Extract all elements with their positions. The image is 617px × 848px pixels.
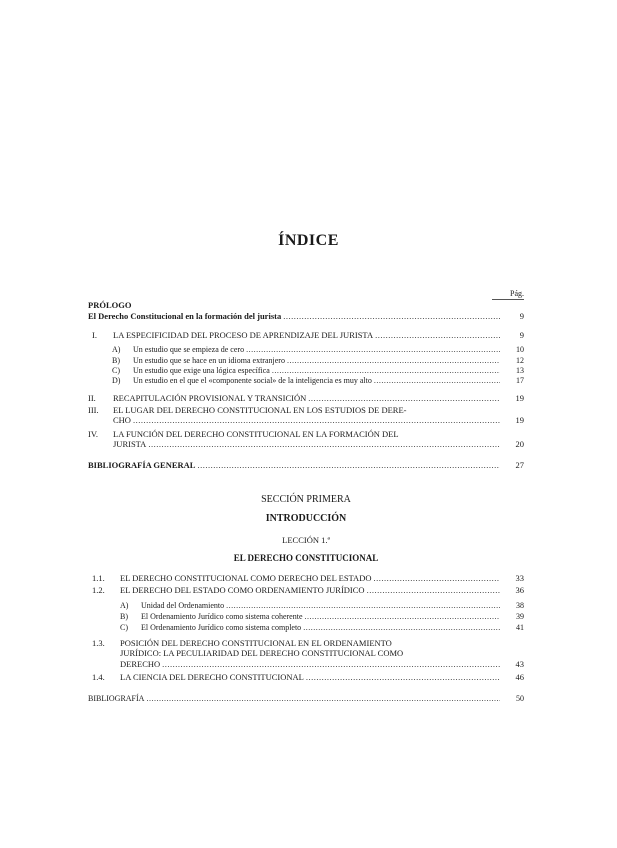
toc-entry-number: 1.4.: [92, 672, 105, 682]
dot-leader: [146, 694, 500, 704]
dot-leader: [226, 601, 500, 611]
toc-entry-number: IV.: [88, 429, 98, 439]
dot-leader: [374, 376, 500, 386]
dot-leader: [162, 659, 500, 669]
section-title: INTRODUCCIÓN: [265, 513, 347, 524]
toc-entry-text: DERECHO: [120, 659, 161, 669]
toc-entry-text: BIBLIOGRAFÍA GENERAL: [88, 460, 196, 470]
toc-entry-first-line: [88, 405, 406, 415]
toc-entry-text: LA CIENCIA DEL DERECHO CONSTITUCIONAL: [120, 672, 304, 682]
toc-entry-page: 41: [516, 623, 524, 632]
toc-entry-number: A): [112, 345, 121, 354]
toc-entry-page: 13: [516, 366, 524, 375]
dot-leader: [375, 330, 500, 340]
dot-leader: [308, 393, 500, 403]
toc-entry-first-line: [92, 638, 392, 648]
dot-leader: [246, 345, 500, 355]
toc-entry[interactable]: [113, 415, 524, 425]
toc-subentry[interactable]: [112, 376, 524, 386]
toc-entry-page: 33: [515, 573, 524, 583]
toc-subentry[interactable]: [120, 601, 524, 611]
dot-leader: [272, 366, 500, 376]
toc-entry-text: RECAPITULACIÓN PROVISIONAL Y TRANSICIÓN: [113, 393, 307, 403]
toc-entry-bibliografia[interactable]: [88, 694, 524, 704]
toc-entry-text: LA FUNCIÓN DEL DERECHO CONSTITUCIONAL EN LA FORMACIÓN DEL: [113, 429, 399, 439]
toc-subentry[interactable]: [112, 345, 524, 355]
toc-entry[interactable]: [92, 672, 524, 682]
toc-entry-text: Un estudio que se hace en un idioma extranjero: [133, 356, 285, 365]
toc-entry-text: POSICIÓN DEL DERECHO CONSTITUCIONAL EN EL ORDENAMIENTO: [120, 638, 392, 648]
toc-entry-number: II.: [88, 393, 96, 403]
toc-entry-page: 27: [515, 460, 524, 470]
toc-entry-number: 1.1.: [92, 573, 105, 583]
toc-subentry[interactable]: [120, 612, 524, 622]
toc-entry-prologo[interactable]: [88, 311, 524, 321]
toc-entry-page: 10: [516, 345, 524, 354]
toc-entry[interactable]: [120, 659, 524, 669]
toc-entry-page: 19: [515, 393, 524, 403]
toc-entry-page: 36: [515, 585, 524, 595]
toc-entry-page: 9: [519, 311, 524, 321]
toc-entry-page: 39: [516, 612, 524, 621]
dot-leader: [303, 623, 500, 633]
toc-entry-number: A): [120, 601, 129, 610]
toc-entry-first-line: [88, 429, 399, 439]
toc-entry-text: El Derecho Constitucional en la formación del jurista: [88, 311, 282, 321]
toc-entry-page: 9: [519, 330, 524, 340]
toc-entry-number: I.: [92, 330, 97, 340]
prologo-heading: PRÓLOGO: [88, 300, 132, 310]
toc-subentry[interactable]: [112, 366, 524, 376]
toc-entry-page: 43: [515, 659, 524, 669]
toc-entry-text: LA ESPECIFICIDAD DEL PROCESO DE APRENDIZAJE DEL JURISTA: [113, 330, 374, 340]
toc-entry-text: El Ordenamiento Jurídico como sistema coherente: [141, 612, 303, 621]
dot-leader: [305, 612, 500, 622]
toc-entry-text: EL DERECHO DEL ESTADO COMO ORDENAMIENTO JURÍDICO: [120, 585, 365, 595]
toc-entry[interactable]: [92, 585, 524, 595]
dot-leader: [306, 672, 500, 682]
lesson-label: LECCIÓN 1.ª: [282, 535, 330, 545]
toc-entry-number: 1.3.: [92, 638, 105, 648]
dot-leader: [197, 460, 500, 470]
toc-entry-page: 50: [516, 694, 524, 703]
dot-leader: [367, 585, 500, 595]
dot-leader: [133, 415, 500, 425]
toc-entry-page: 12: [516, 356, 524, 365]
toc-entry-number: C): [120, 623, 128, 632]
toc-entry-text: BIBLIOGRAFÍA: [88, 694, 145, 703]
dot-leader: [148, 439, 500, 449]
toc-entry-page: 17: [516, 376, 524, 385]
page-title: ÍNDICE: [278, 232, 339, 249]
lesson-title: EL DERECHO CONSTITUCIONAL: [233, 553, 379, 563]
section-label: SECCIÓN PRIMERA: [261, 494, 351, 505]
toc-entry-page: 38: [516, 601, 524, 610]
toc-entry-text: CHO: [113, 415, 131, 425]
toc-entry-page: 46: [515, 672, 524, 682]
toc-entry[interactable]: [113, 439, 524, 449]
toc-entry-number: C): [112, 366, 120, 375]
toc-entry-page: 20: [515, 439, 524, 449]
toc-entry-text: Un estudio que se empieza de cero: [133, 345, 245, 354]
toc-subentry[interactable]: [120, 623, 524, 633]
dot-leader: [287, 356, 500, 366]
toc-entry-number: III.: [88, 405, 99, 415]
toc-entry-second-line: JURÍDICO: LA PECULIARIDAD DEL DERECHO CONSTITUCIONAL COMO: [120, 648, 404, 658]
toc-entry-text: Unidad del Ordenamiento: [141, 601, 225, 610]
toc-entry-text: EL LUGAR DEL DERECHO CONSTITUCIONAL EN LOS ESTUDIOS DE DERE-: [113, 405, 407, 415]
toc-entry-text: EL DERECHO CONSTITUCIONAL COMO DERECHO DEL ESTADO: [120, 573, 372, 583]
toc-subentry[interactable]: [112, 356, 524, 366]
toc-entry[interactable]: [92, 573, 524, 583]
toc-entry-number: B): [112, 356, 120, 365]
toc-entry[interactable]: [92, 330, 524, 340]
dot-leader: [283, 311, 500, 321]
toc-entry-number: 1.2.: [92, 585, 105, 595]
toc-entry-bibliografia-general[interactable]: [88, 460, 524, 470]
toc-entry-text: Un estudio en el que el «componente social» de la inteligencia es muy alto: [133, 376, 372, 385]
toc-entry-text: JURISTA: [113, 439, 147, 449]
toc-entry-text: Un estudio que exige una lógica específica: [133, 366, 270, 375]
toc-entry-page: 19: [515, 415, 524, 425]
toc-entry-number: D): [112, 376, 121, 385]
page-column-label: Pág.: [492, 289, 524, 300]
dot-leader: [373, 573, 500, 583]
toc-entry[interactable]: [88, 393, 524, 403]
toc-entry-number: B): [120, 612, 128, 621]
toc-entry-text: El Ordenamiento Jurídico como sistema completo: [141, 623, 302, 632]
